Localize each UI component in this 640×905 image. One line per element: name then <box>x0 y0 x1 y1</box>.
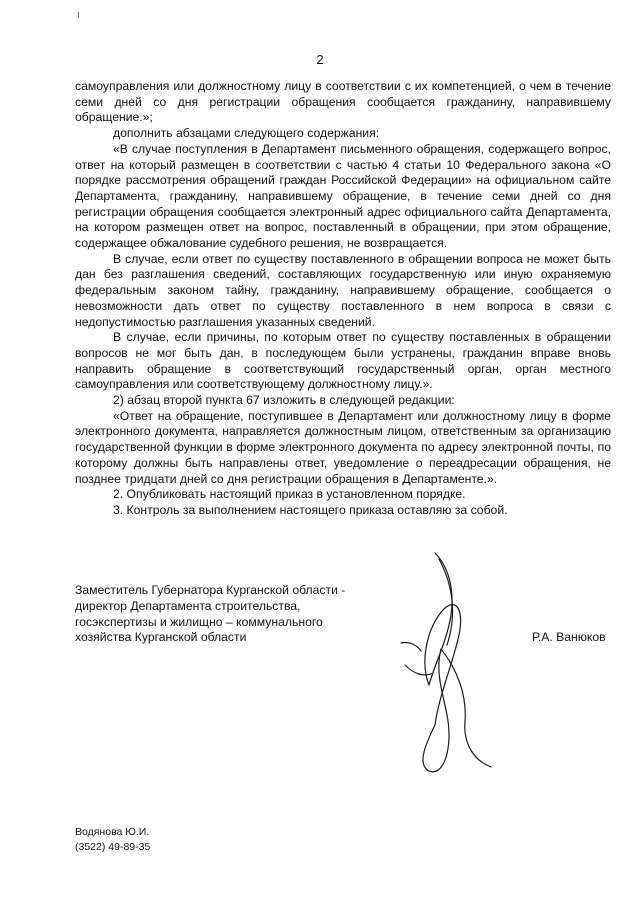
signatory-line: госэкспертизы и жилищно – коммунального <box>75 614 323 629</box>
scan-mark <box>78 12 79 18</box>
paragraph-1: самоуправления или должностному лицу в соответствии с их компетенцией, о чем в течение семи дней со дня регистрации обращения сообщается гражданину, направившему обращение.»; <box>75 79 611 125</box>
executor-name: Водянова Ю.И. <box>75 826 150 838</box>
paragraph-8: 2. Опубликовать настоящий приказ в установленном порядке. <box>113 487 466 502</box>
signatory-name: Р.А. Ванюков <box>532 630 606 644</box>
signatory-line: директор Департамента строительства, <box>75 598 301 613</box>
paragraph-7: «Ответ на обращение, поступившее в Департамент или должностному лицу в форме электронного документа, направляется должностным лицом, ответственным за организацию государственной функции в форме электронного документа по адресу электронной почты, по которому должны быть направлены ответ, уведомление о переадресации обращения, не позднее тридцати дней со дня регистрации обращения в Департаменте.». <box>75 408 611 486</box>
paragraph-5: В случае, если причины, по которым ответ по существу поставленных в обращении вопросов не мог быть дан, в последующем были устранены, гражданин вправе вновь направить обращение в соответствующий государственный орган, орган местного самоуправления или соответствующему должностному лицу.». <box>75 330 611 392</box>
paragraph-3: «В случае поступления в Департамент письменного обращения, содержащего вопрос, ответ на который размещен в соответствии с частью 4 статьи 10 Федерального закона «О порядке рассмотрения обращений граждан Российской Федерации» на официальном сайте Департамента, гражданину, направившему обращение, в течение семи дней со дня регистрации обращения сообщается электронный адрес официального сайта Департамента, на котором размещен ответ на вопрос, поставленный в обращении, при этом обращение, содержащее обжалование судебного решения, не возвращается. <box>75 141 611 251</box>
executor-info <box>75 825 150 855</box>
signatory-title <box>75 583 405 646</box>
paragraph-4: В случае, если ответ по существу поставленного в обращении вопроса не может быть дан без разглашения сведений, составляющих государственную или иную охраняемую федеральным законом тайну, гражданину, направившему обращение, сообщается о невозможности дать ответ по существу поставленного в нем вопроса в связи с недопустимостью разглашения указанных сведений. <box>75 251 611 329</box>
executor-phone: (3522) 49-89-35 <box>75 841 151 853</box>
handwritten-signature <box>395 545 505 785</box>
signatory-line: хозяйства Курганской области <box>75 630 247 645</box>
signatory-line: Заместитель Губернатора Курганской области - <box>75 583 346 597</box>
document-body <box>75 79 611 519</box>
paragraph-6: 2) абзац второй пункта 67 изложить в следующей редакции: <box>113 393 455 408</box>
paragraph-2: дополнить абзацами следующего содержания: <box>113 126 380 141</box>
page-number: 2 <box>316 52 324 67</box>
paragraph-9: 3. Контроль за выполнением настоящего приказа оставляю за собой. <box>113 502 508 517</box>
